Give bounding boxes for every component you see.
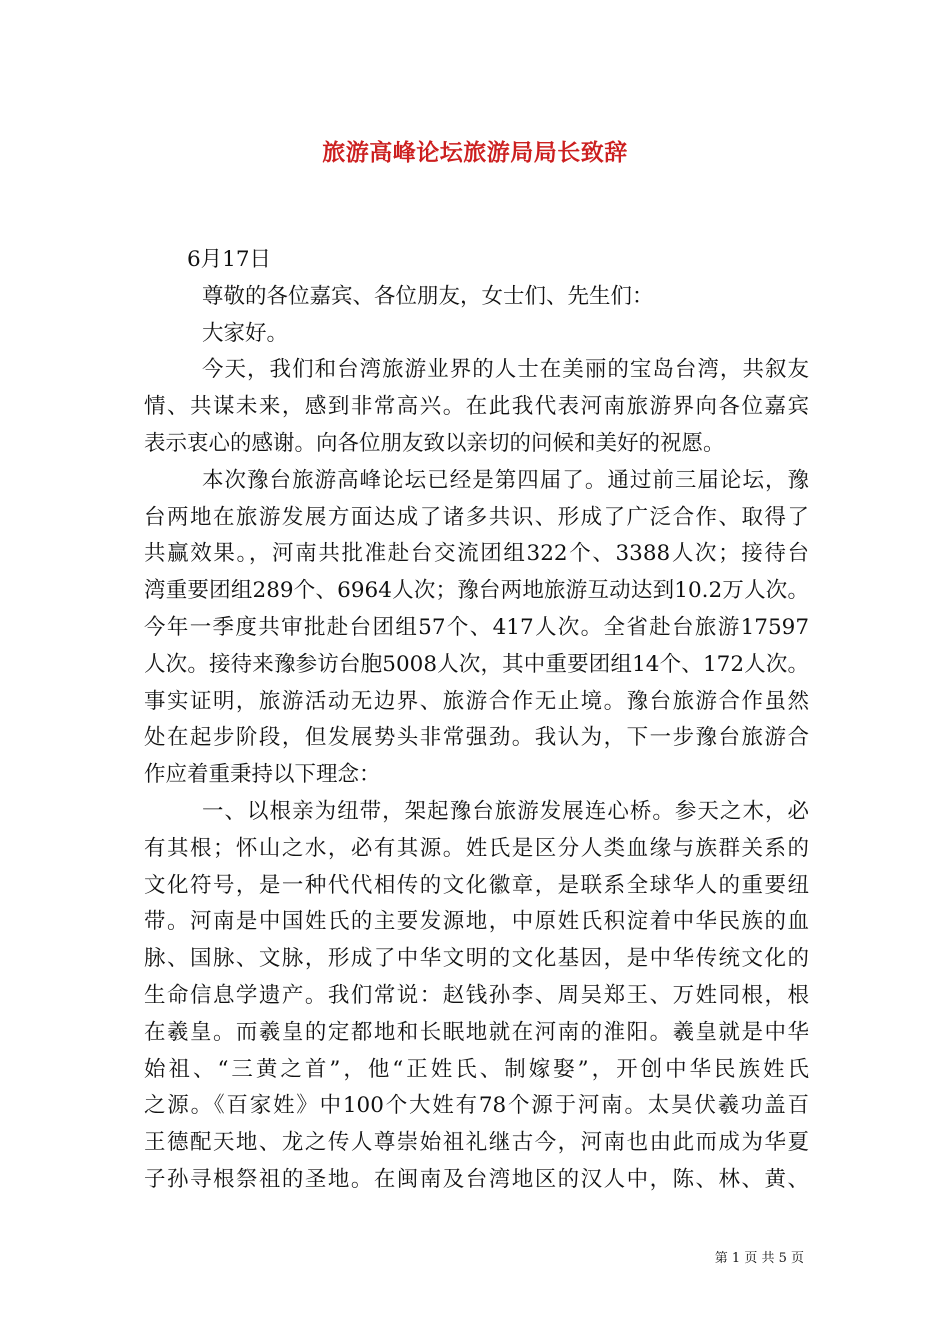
text-line: 一、以根亲为纽带，架起豫台旅游发展连心桥。参天之木，必	[202, 798, 809, 824]
text-line: 文化符号，是一种代代相传的文化徽章，是联系全球华人的重要纽	[144, 872, 809, 898]
text-line: 共赢效果。，河南共批准赴台交流团组322个、3388人次；接待台	[144, 541, 809, 567]
text-line: 事实证明，旅游活动无边界、旅游合作无止境。豫台旅游合作虽然	[144, 688, 809, 714]
text-line: 有其根；怀山之水，必有其源。姓氏是区分人类血缘与族群关系的	[144, 835, 809, 861]
text-line: 作应着重秉持以下理念：	[144, 762, 381, 788]
text-line: 带。河南是中国姓氏的主要发源地，中原姓氏积淀着中华民族的血	[144, 909, 809, 935]
text-line: 尊敬的各位嘉宾、各位朋友，女士们、先生们：	[202, 283, 654, 309]
text-line: 之源。《百家姓》中100个大姓有78个源于河南。太昊伏羲功盖百	[144, 1093, 809, 1119]
text-line: 大家好。	[202, 320, 289, 346]
text-line: 台两地在旅游发展方面达成了诸多共识、形成了广泛合作、取得了	[144, 504, 809, 530]
page-number: 第 1 页 共 5 页	[714, 1251, 804, 1266]
text-line: 在羲皇。而羲皇的定都地和长眠地就在河南的淮阳。羲皇就是中华	[144, 1019, 809, 1045]
text-line: 今年一季度共审批赴台团组57个、417人次。全省赴台旅游17597	[144, 614, 809, 640]
text-line: 表示衷心的感谢。向各位朋友致以亲切的问候和美好的祝愿。	[144, 430, 725, 456]
text-line: 本次豫台旅游高峰论坛已经是第四届了。通过前三届论坛，豫	[202, 467, 809, 493]
document-body	[144, 242, 809, 1199]
text-line: 湾重要团组289个、6964人次；豫台两地旅游互动达到10.2万人次。	[144, 578, 809, 604]
text-line: 6月17日	[187, 247, 272, 272]
text-line: 脉、国脉、文脉，形成了中华文明的文化基因，是中华传统文化的	[144, 946, 809, 972]
text-line: 王德配天地、龙之传人尊崇始祖礼继古今，河南也由此而成为华夏	[144, 1130, 809, 1156]
text-line: 生命信息学遗产。我们常说：赵钱孙李、周吴郑王、万姓同根，根	[144, 982, 809, 1008]
text-line: 人次。接待来豫参访台胞5008人次，其中重要团组14个、172人次。	[144, 651, 809, 677]
text-line: 子孙寻根祭祖的圣地。在闽南及台湾地区的汉人中，陈、林、黄、	[144, 1166, 809, 1192]
text-line: 始祖、“三黄之首”，他“正姓氏、制嫁娶”，开创中华民族姓氏	[144, 1056, 809, 1082]
text-line: 情、共谋未来，感到非常高兴。在此我代表河南旅游界向各位嘉宾	[144, 394, 809, 420]
document-title: 旅游高峰论坛旅游局局长致辞	[322, 139, 628, 166]
text-line: 今天，我们和台湾旅游业界的人士在美丽的宝岛台湾，共叙友	[202, 357, 809, 383]
text-line: 处在起步阶段，但发展势头非常强劲。我认为，下一步豫台旅游合	[144, 725, 809, 751]
